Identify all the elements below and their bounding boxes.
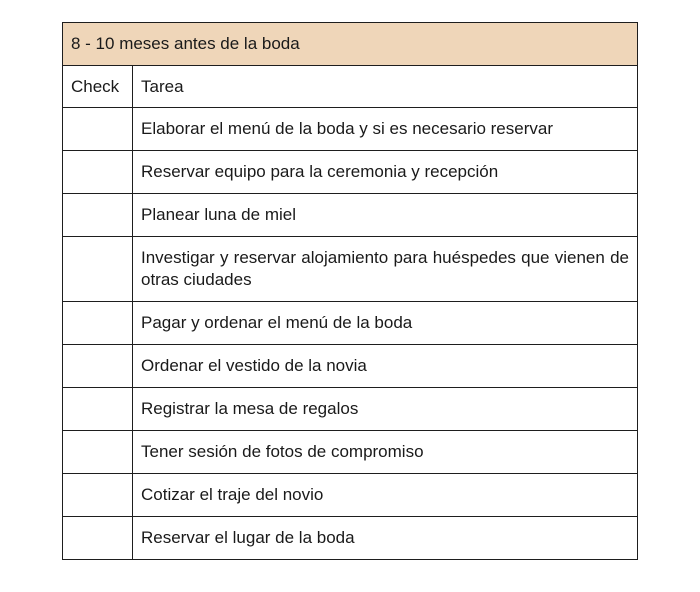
- checkbox[interactable]: [71, 345, 124, 387]
- checkbox[interactable]: [71, 302, 124, 344]
- task-text: Reservar equipo para la ceremonia y recepción: [133, 151, 638, 194]
- table-row: [63, 388, 638, 431]
- check-cell[interactable]: [63, 194, 133, 237]
- table-row: [63, 302, 638, 345]
- table-row: [63, 194, 638, 237]
- check-cell[interactable]: [63, 302, 133, 345]
- table-row: [63, 345, 638, 388]
- check-cell[interactable]: [63, 345, 133, 388]
- checkbox[interactable]: [71, 151, 124, 193]
- title-row: [63, 23, 638, 66]
- wedding-checklist-table: [62, 22, 638, 560]
- checkbox[interactable]: [71, 388, 124, 430]
- check-cell[interactable]: [63, 474, 133, 517]
- check-cell[interactable]: [63, 517, 133, 560]
- header-row: [63, 66, 638, 108]
- task-text: Reservar el lugar de la boda: [133, 517, 638, 560]
- table-row: [63, 237, 638, 302]
- task-text: Pagar y ordenar el menú de la boda: [133, 302, 638, 345]
- checkbox[interactable]: [71, 517, 124, 559]
- task-text: Cotizar el traje del novio: [133, 474, 638, 517]
- table-row: [63, 517, 638, 560]
- checkbox[interactable]: [71, 108, 124, 150]
- task-text: Tener sesión de fotos de compromiso: [133, 431, 638, 474]
- check-cell[interactable]: [63, 108, 133, 151]
- task-text: Elaborar el menú de la boda y si es necesario reservar: [133, 108, 638, 151]
- column-header-task: Tarea: [133, 66, 638, 108]
- task-text: Registrar la mesa de regalos: [133, 388, 638, 431]
- table-row: [63, 431, 638, 474]
- check-cell[interactable]: [63, 151, 133, 194]
- checkbox[interactable]: [71, 237, 124, 301]
- task-text: Ordenar el vestido de la novia: [133, 345, 638, 388]
- column-header-check: Check: [63, 66, 133, 108]
- checkbox[interactable]: [71, 431, 124, 473]
- table-row: [63, 108, 638, 151]
- task-text: Investigar y reservar alojamiento para huéspedes que vienen de otras ciudades: [133, 237, 638, 302]
- table-row: [63, 151, 638, 194]
- checklist-title: 8 - 10 meses antes de la boda: [63, 23, 638, 66]
- check-cell[interactable]: [63, 237, 133, 302]
- check-cell[interactable]: [63, 431, 133, 474]
- task-text: Planear luna de miel: [133, 194, 638, 237]
- checkbox[interactable]: [71, 194, 124, 236]
- check-cell[interactable]: [63, 388, 133, 431]
- checkbox[interactable]: [71, 474, 124, 516]
- table-row: [63, 474, 638, 517]
